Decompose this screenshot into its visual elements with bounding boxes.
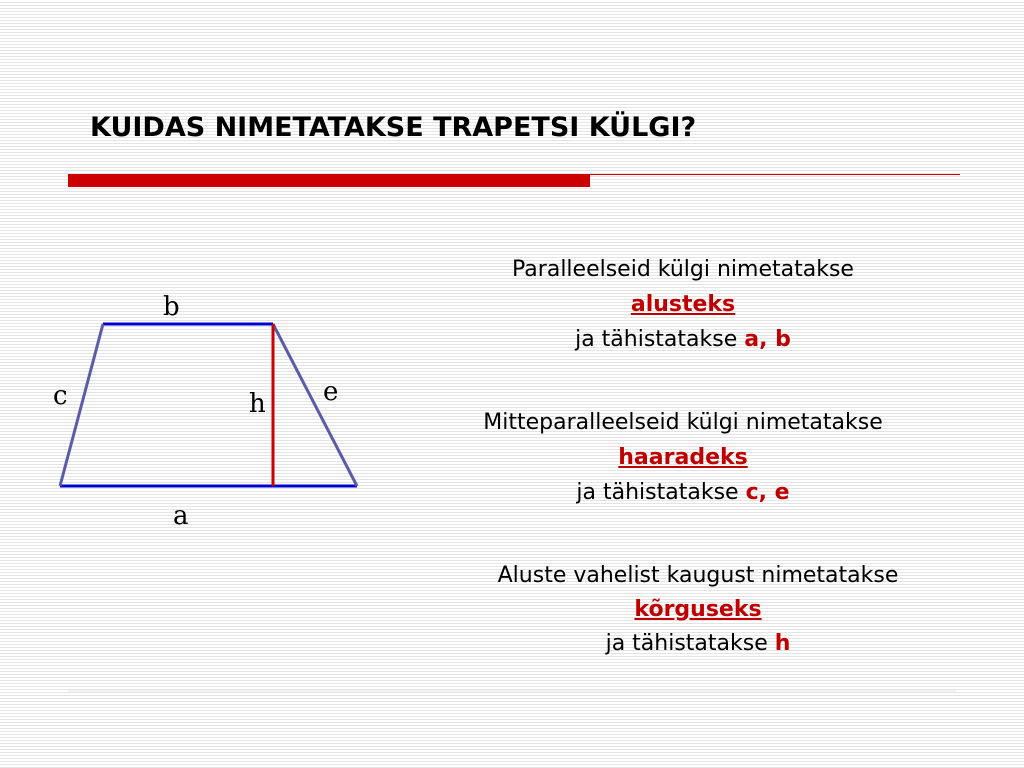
text-block-bases (423, 252, 943, 357)
block-line: ja tähistatakse (605, 631, 768, 656)
label-h: h (249, 389, 266, 419)
text-block-height (438, 559, 958, 661)
block-line: ja tähistatakse (576, 480, 739, 505)
slide-title: KUIDAS NIMETATAKSE TRAPETSI KÜLGI? (90, 112, 697, 143)
text-block-legs (423, 405, 943, 510)
label-a: a (173, 501, 189, 531)
term-haaradeks: haaradeks (618, 445, 748, 470)
label-c: c (53, 381, 68, 411)
block-line: Paralleelseid külgi nimetatakse (512, 257, 854, 282)
label-b: b (163, 292, 180, 322)
block-line: ja tähistatakse (575, 327, 738, 352)
symbols-a-b: a, b (744, 327, 791, 352)
term-korguseks: kõrguseks (634, 597, 762, 622)
leg-e (273, 324, 357, 486)
block-line: Aluste vahelist kaugust nimetatakse (497, 563, 899, 588)
term-alusteks: alusteks (630, 292, 736, 317)
symbols-c-e: c, e (745, 480, 790, 505)
block-line: Mitteparalleelseid külgi nimetatakse (483, 410, 883, 435)
symbol-h: h (774, 631, 791, 656)
bottom-divider (68, 690, 956, 692)
label-e: e (323, 377, 339, 407)
